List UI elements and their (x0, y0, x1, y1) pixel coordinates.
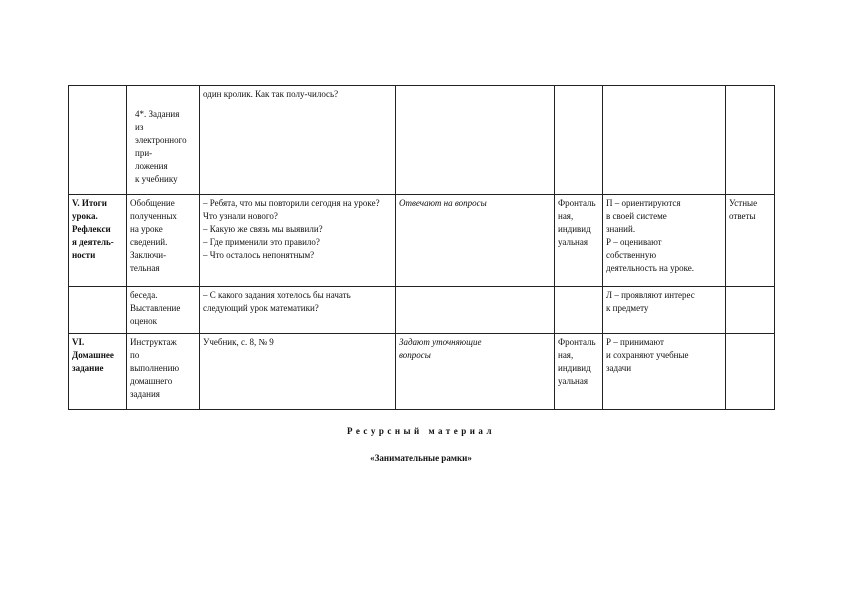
table-cell: Задают уточняющие вопросы (396, 334, 555, 410)
table-cell: Фронталь ная, индивид уальная (555, 195, 603, 287)
table-cell: П – ориентируются в своей системе знаний. Р – оценивают собственную деятельность на уроке. (603, 195, 726, 287)
table-cell (555, 287, 603, 334)
table-cell (726, 287, 775, 334)
table-cell (726, 334, 775, 410)
table-row (69, 287, 775, 334)
table-cell: беседа. Выставление оценок (127, 287, 200, 334)
table-cell (396, 287, 555, 334)
table-row (69, 334, 775, 410)
table-cell: Учебник, с. 8, № 9 (200, 334, 396, 410)
table-cell (69, 287, 127, 334)
lesson-plan-table (68, 85, 775, 410)
table-row (69, 195, 775, 287)
table-cell (726, 86, 775, 195)
table-cell (396, 86, 555, 195)
table-cell: V. Итоги урока. Рефлекси я деятель- ности (69, 195, 127, 287)
table-row (69, 86, 775, 195)
table-cell: один кролик. Как так полу-чилось? (200, 86, 396, 195)
table-cell (555, 86, 603, 195)
table-cell: Р – принимают и сохраняют учебные задачи (603, 334, 726, 410)
table-cell: Инструктаж по выполнению домашнего задания (127, 334, 200, 410)
resource-material-heading: Ресурсный материал (346, 426, 496, 436)
table-cell (69, 86, 127, 195)
table-cell: Устные ответы (726, 195, 775, 287)
resource-subtitle: «Занимательные рамки» (370, 453, 472, 463)
table-cell: – Ребята, что мы повторили сегодня на уроке? Что узнали нового? – Какую же связь мы выявили? – Где применили это правило? – Что осталось непонятным? (200, 195, 396, 287)
table-cell: Фронталь ная, индивид уальная (555, 334, 603, 410)
table-cell: VI. Домашнее задание (69, 334, 127, 410)
table-cell: – С какого задания хотелось бы начать следующий урок математики? (200, 287, 396, 334)
table-cell: Отвечают на вопросы (396, 195, 555, 287)
table-cell: Л – проявляют интерес к предмету (603, 287, 726, 334)
table-cell (603, 86, 726, 195)
table-cell: Обобщение полученных на уроке сведений. Заключи- тельная (127, 195, 200, 287)
table-cell: 4*. Задания из электронного при- ложения к учебнику (127, 86, 200, 195)
